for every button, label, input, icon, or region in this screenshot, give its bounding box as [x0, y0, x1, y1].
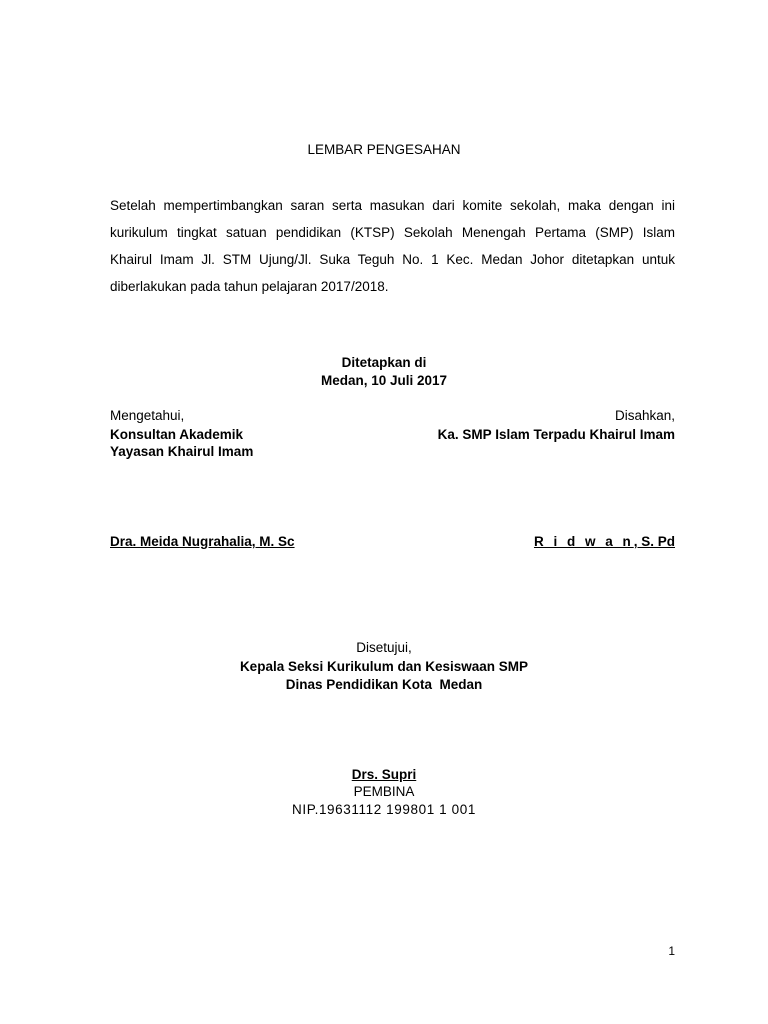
body-paragraph [110, 192, 675, 300]
established-place-date: Medan, 10 Juli 2017 [320, 373, 448, 388]
approval-name [0, 767, 768, 782]
right-role-line1: Ka. SMP Islam Terpadu Khairul Imam [437, 427, 675, 442]
established-label: Ditetapkan di [341, 355, 427, 370]
left-intro: Mengetahui, [110, 408, 185, 423]
paragraph-line: Setelah mempertimbangkan saran serta masukan dari komite sekolah, maka dengan ini [110, 198, 675, 213]
approval-name-text: Drs. Supri [351, 767, 417, 782]
document-title: LEMBAR PENGESAHAN [307, 142, 461, 157]
left-role-line1: Konsultan Akademik [110, 427, 244, 442]
left-role-line2: Yayasan Khairul Imam [110, 444, 254, 459]
paragraph-line: Khairul Imam Jl. STM Ujung/Jl. Suka Teguh No. 1 Kec. Medan Johor ditetapkan untuk [110, 252, 675, 267]
left-signatory-name: Dra. Meida Nugrahalia, M. Sc [110, 534, 295, 549]
approval-role-line1: Kepala Seksi Kurikulum dan Kesiswaan SMP [239, 659, 529, 674]
right-name-spaced: R i d w a n [533, 534, 634, 549]
approval-role-line2: Dinas Pendidikan Kota Medan [285, 677, 483, 692]
approval-rank: PEMBINA [353, 784, 415, 799]
approval-intro: Disetujui, [356, 640, 412, 655]
paragraph-line: kurikulum tingkat satuan pendidikan (KTSP) Sekolah Menengah Pertama (SMP) Islam [110, 225, 675, 240]
right-name-suffix: , S. Pd [633, 534, 675, 549]
approval-nip: NIP.19631112 199801 1 001 [292, 802, 476, 817]
page-number: 1 [668, 944, 675, 958]
paragraph-line: diberlakukan pada tahun pelajaran 2017/2018. [110, 279, 389, 294]
right-signatory-name [534, 534, 675, 549]
right-intro: Disahkan, [614, 408, 675, 423]
